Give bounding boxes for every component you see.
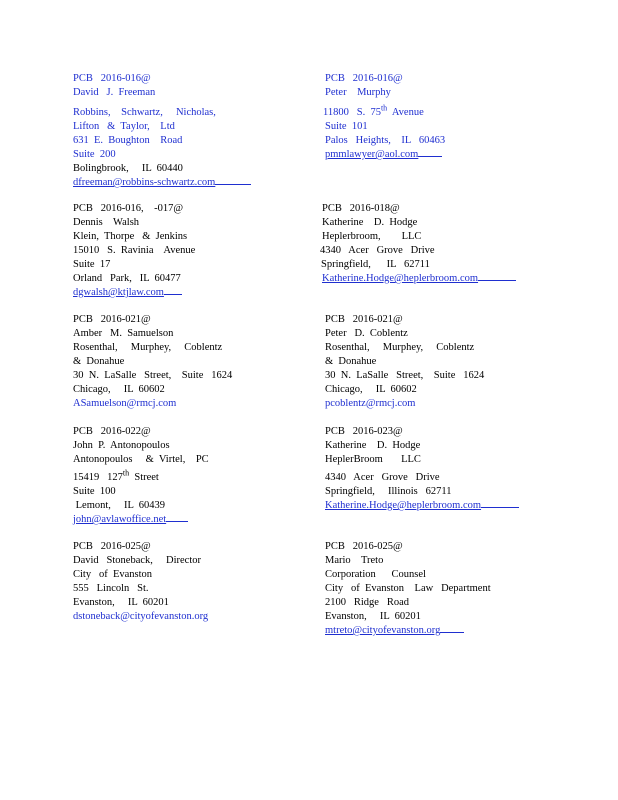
entry-header: PCB 2016-025@	[73, 541, 151, 552]
firm-name: Klein, Thorpe & Jenkins	[73, 231, 188, 242]
city-line: Springfield, Illinois 62711	[325, 486, 452, 497]
entry-header: PCB 2016-018@	[322, 203, 400, 214]
entry-header: PCB 2016-022@	[73, 426, 151, 437]
entry-header: PCB 2016-016@	[325, 73, 403, 84]
email-link[interactable]: mtreto@cityofevanston.org	[325, 625, 441, 636]
contact-name: Mario Treto	[325, 555, 384, 566]
email-link[interactable]: dgwalsh@ktjlaw.com	[73, 287, 164, 298]
city-line: Palos Heights, IL 60463	[325, 135, 446, 146]
firm-name-line1: Rosenthal, Murphey, Coblentz	[325, 342, 475, 353]
address-line1: 15010 S. Ravinia Avenue	[73, 245, 196, 256]
firm-name-line2: & Donahue	[325, 356, 377, 367]
service-entry-stoneback	[73, 540, 333, 624]
address-line2: Suite 200	[73, 149, 116, 160]
city-line: Evanston, IL 60201	[325, 611, 421, 622]
service-entry-freeman	[73, 72, 333, 190]
entry-header: PCB 2016-016@	[73, 73, 151, 84]
contact-name: Katherine D. Hodge	[325, 440, 421, 451]
contact-name: Katherine D. Hodge	[322, 217, 418, 228]
firm-name-line2: & Donahue	[73, 356, 125, 367]
entry-header: PCB 2016-021@	[73, 314, 151, 325]
city-line: Springfield, IL 62711	[321, 259, 430, 270]
email-link[interactable]: dstoneback@cityofevanston.org	[73, 611, 209, 622]
address-line1: 15419 127th Street	[73, 468, 159, 483]
city-line: Bolingbrook, IL 60440	[73, 163, 183, 174]
underline-tail	[478, 279, 516, 281]
city-line: Chicago, IL 60602	[325, 384, 417, 395]
firm-name-line2: Lifton & Taylor, Ltd	[73, 121, 175, 132]
address-line2: Suite 100	[73, 486, 116, 497]
service-entry-walsh	[73, 202, 333, 300]
address-line1: 4340 Acer Grove Drive	[320, 245, 435, 256]
firm-name-line1: Robbins, Schwartz, Nicholas,	[73, 107, 216, 118]
entry-header: PCB 2016-021@	[325, 314, 403, 325]
email-link[interactable]: dfreeman@robbins-schwartz.com	[73, 177, 216, 188]
address-line1: 30 N. LaSalle Street, Suite 1624	[325, 370, 485, 381]
service-entry-hodge-018	[322, 202, 582, 286]
email-link[interactable]: ASamuelson@rmcj.com	[73, 398, 177, 409]
email-link[interactable]: pcoblentz@rmcj.com	[325, 398, 416, 409]
email-link[interactable]: pmmlawyer@aol.com	[325, 149, 419, 160]
firm-name: Antonopoulos & Virtel, PC	[73, 454, 209, 465]
address-line1: 631 E. Boughton Road	[73, 135, 183, 146]
service-entry-samuelson	[73, 313, 333, 411]
firm-name-line1: Rosenthal, Murphey, Coblentz	[73, 342, 223, 353]
city-line: Lemont, IL 60439	[73, 500, 166, 511]
contact-name: Amber M. Samuelson	[73, 328, 174, 339]
underline-tail	[166, 520, 188, 522]
contact-name: John P. Antonopoulos	[73, 440, 170, 451]
firm-name: HeplerBroom LLC	[325, 454, 421, 465]
service-entry-murphy	[325, 72, 585, 162]
contact-name: David Stoneback, Director	[73, 555, 202, 566]
address-line1: 11800 S. 75th Avenue	[323, 103, 424, 118]
underline-tail	[164, 293, 182, 295]
service-entry-treto	[325, 540, 585, 638]
city-line: Orland Park, IL 60477	[73, 273, 181, 284]
underline-tail	[215, 183, 251, 185]
email-link[interactable]: john@avlawoffice.net	[73, 514, 167, 525]
service-entry-coblentz	[325, 313, 585, 411]
address-line2: Suite 17	[73, 259, 111, 270]
address-line1: 2100 Ridge Road	[325, 597, 409, 608]
city-line: Evanston, IL 60201	[73, 597, 169, 608]
contact-name: Peter D. Coblentz	[325, 328, 408, 339]
email-link[interactable]: Katherine.Hodge@heplerbroom.com	[325, 500, 482, 511]
organization: City of Evanston Law Department	[325, 583, 491, 594]
address-line1: 4340 Acer Grove Drive	[325, 472, 440, 483]
firm-name: Heplerbroom, LLC	[322, 231, 422, 242]
email-link[interactable]: Katherine.Hodge@heplerbroom.com	[322, 273, 479, 284]
entry-header: PCB 2016-025@	[325, 541, 403, 552]
underline-tail	[481, 506, 519, 508]
contact-name: David J. Freeman	[73, 87, 156, 98]
city-line: Chicago, IL 60602	[73, 384, 165, 395]
contact-name: Peter Murphy	[325, 87, 391, 98]
service-entry-antonopoulos	[73, 425, 333, 527]
underline-tail	[440, 631, 464, 633]
address-line2: Suite 101	[325, 121, 368, 132]
service-entry-hodge-023	[325, 425, 585, 513]
title: Corporation Counsel	[325, 569, 426, 580]
address-line1: 30 N. LaSalle Street, Suite 1624	[73, 370, 233, 381]
address-line1: 555 Lincoln St.	[73, 583, 149, 594]
entry-header: PCB 2016-023@	[325, 426, 403, 437]
underline-tail	[418, 155, 442, 157]
entry-header: PCB 2016-016, -017@	[73, 203, 184, 214]
contact-name: Dennis Walsh	[73, 217, 140, 228]
organization: City of Evanston	[73, 569, 153, 580]
